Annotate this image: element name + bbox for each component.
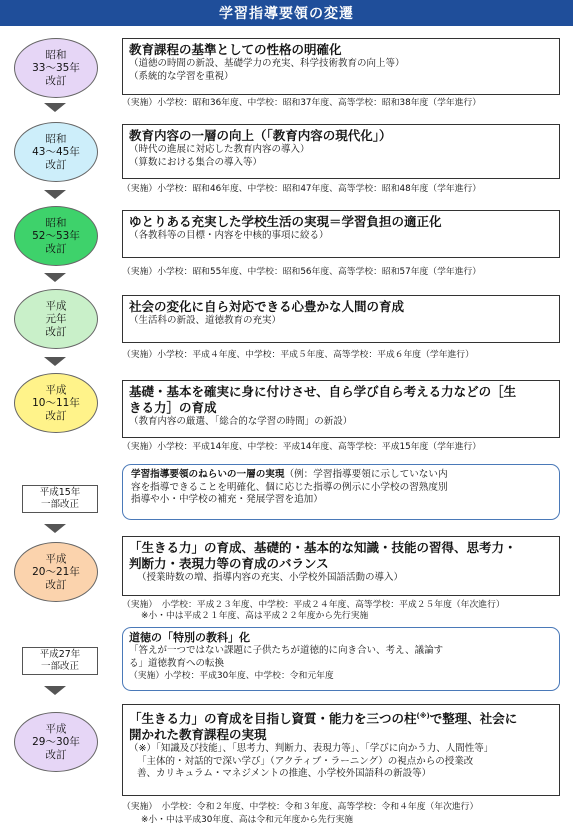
down-arrow-icon — [44, 686, 66, 695]
footnote-marker: (※) — [416, 712, 430, 720]
era-badge-7: 平成 29～30年 改訂 — [14, 712, 98, 772]
implementation-note: （実施）小学校：昭和36年度、中学校：昭和37年度、高等学校：昭和38年度（学年進行） — [122, 98, 482, 108]
implementation-note: ※小・中は平成30年度、高は令和元年度から先行実施 — [141, 815, 354, 825]
entry-box-4: 社会の変化に自ら対応できる心豊かな人間の育成 （生活科の新設、道徳教育の充実） — [122, 295, 560, 343]
era-label: 改訂 — [45, 74, 67, 87]
down-arrow-icon — [44, 524, 66, 533]
entry-box-7: 「生きる力」の育成、基礎的・基本的な知識・技能の習得、思考力・ 判断力・表現力等の育成のバランス （授業時数の増、指導内容の充実、小学校外国語活動の導入） — [122, 536, 560, 596]
implementation-note: （実施）小学校：平成４年度、中学校：平成５年度、高等学校：平成６年度（学年進行） — [122, 350, 474, 360]
entry-box-1: 教育課程の基準としての性格の明確化 （道徳の時間の新設、基礎学力の充実、科学技術教育の向上等） （系統的な学習を重視） — [122, 38, 560, 95]
era-badge-4: 平成 元年 改訂 — [14, 289, 98, 349]
entry-box-2: 教育内容の一層の向上（「教育内容の現代化」） （時代の進展に対応した教育内容の導入） （算数における集合の導入等） — [122, 124, 560, 179]
era-badge-5: 平成 10～11年 改訂 — [14, 373, 98, 433]
implementation-note: （実施）小学校：平成14年度、中学校：平成14年度、高等学校：平成15年度（学年進行） — [122, 442, 482, 452]
era-badge-2: 昭和 43～45年 改訂 — [14, 122, 98, 182]
page-title: 学習指導要領の変遷 — [0, 0, 573, 26]
implementation-note: （実施） 小学校：平成２３年度、中学校：平成２４年度、高等学校：平成２５年度（年次進行） — [122, 600, 505, 610]
partial-revision-badge-2: 平成27年 一部改正 — [22, 647, 98, 675]
entry-box-6: 学習指導要領のねらいの一層の実現（例：学習指導要領に示していない内 容を指導できることを明確化、個に応じた指導の例示に小学校の習熟度別 指導や小・中学校の補充・発展学習を追加） — [122, 464, 560, 520]
implementation-note: （実施） 小学校：令和２年度、中学校：令和３年度、高等学校：令和４年度（年次進行） — [122, 802, 479, 812]
down-arrow-icon — [44, 190, 66, 199]
era-badge-6: 平成 20～21年 改訂 — [14, 542, 98, 602]
down-arrow-icon — [44, 103, 66, 112]
entry-box-8: 道徳の「特別の教科」化 「答えが一つではない課題に子供たちが道徳的に向き合い、考え、議論す る」道徳教育への転換 （実施）小学校：平成30年度、中学校：令和元年度 — [122, 627, 560, 691]
down-arrow-icon — [44, 273, 66, 282]
entry-box-9: 「生きる力」の育成を目指し資質・能力を三つの柱(※)で整理、社会に 開かれた教育課程の実現 （※）「知識及び技能」、「思考力、判断力、表現力等」、「学びに向かう力、人間性等」 「主体的・対話的で深い学び」（アクティブ・ラーニング）の視点からの授業改 善、カリキュラム・マネジメントの推進、小学校外国語科の新設等） — [122, 704, 560, 796]
era-years: 33～35年 — [32, 61, 80, 74]
implementation-note: ※小・中は平成２１年度、高は平成２２年度から先行実施 — [141, 611, 369, 621]
entry-box-3: ゆとりある充実した学校生活の実現＝学習負担の適正化 （各教科等の目標・内容を中核的事項に絞る） — [122, 210, 560, 258]
down-arrow-icon — [44, 357, 66, 366]
era-badge-3: 昭和 52～53年 改訂 — [14, 206, 98, 266]
entry-box-5: 基礎・基本を確実に身に付けさせ、自ら学び自ら考える力などの［生 きる力］の育成 （教育内容の厳選、「総合的な学習の時間」の新設） — [122, 380, 560, 438]
era-badge-1 — [14, 38, 98, 98]
era-label: 昭和 — [45, 48, 67, 61]
implementation-note: （実施）小学校：昭和55年度、中学校：昭和56年度、高等学校：昭和57年度（学年進行） — [122, 267, 482, 277]
implementation-note: （実施）小学校：昭和46年度、中学校：昭和47年度、高等学校：昭和48年度（学年進行） — [122, 184, 482, 194]
partial-revision-badge-1: 平成15年 一部改正 — [22, 485, 98, 513]
